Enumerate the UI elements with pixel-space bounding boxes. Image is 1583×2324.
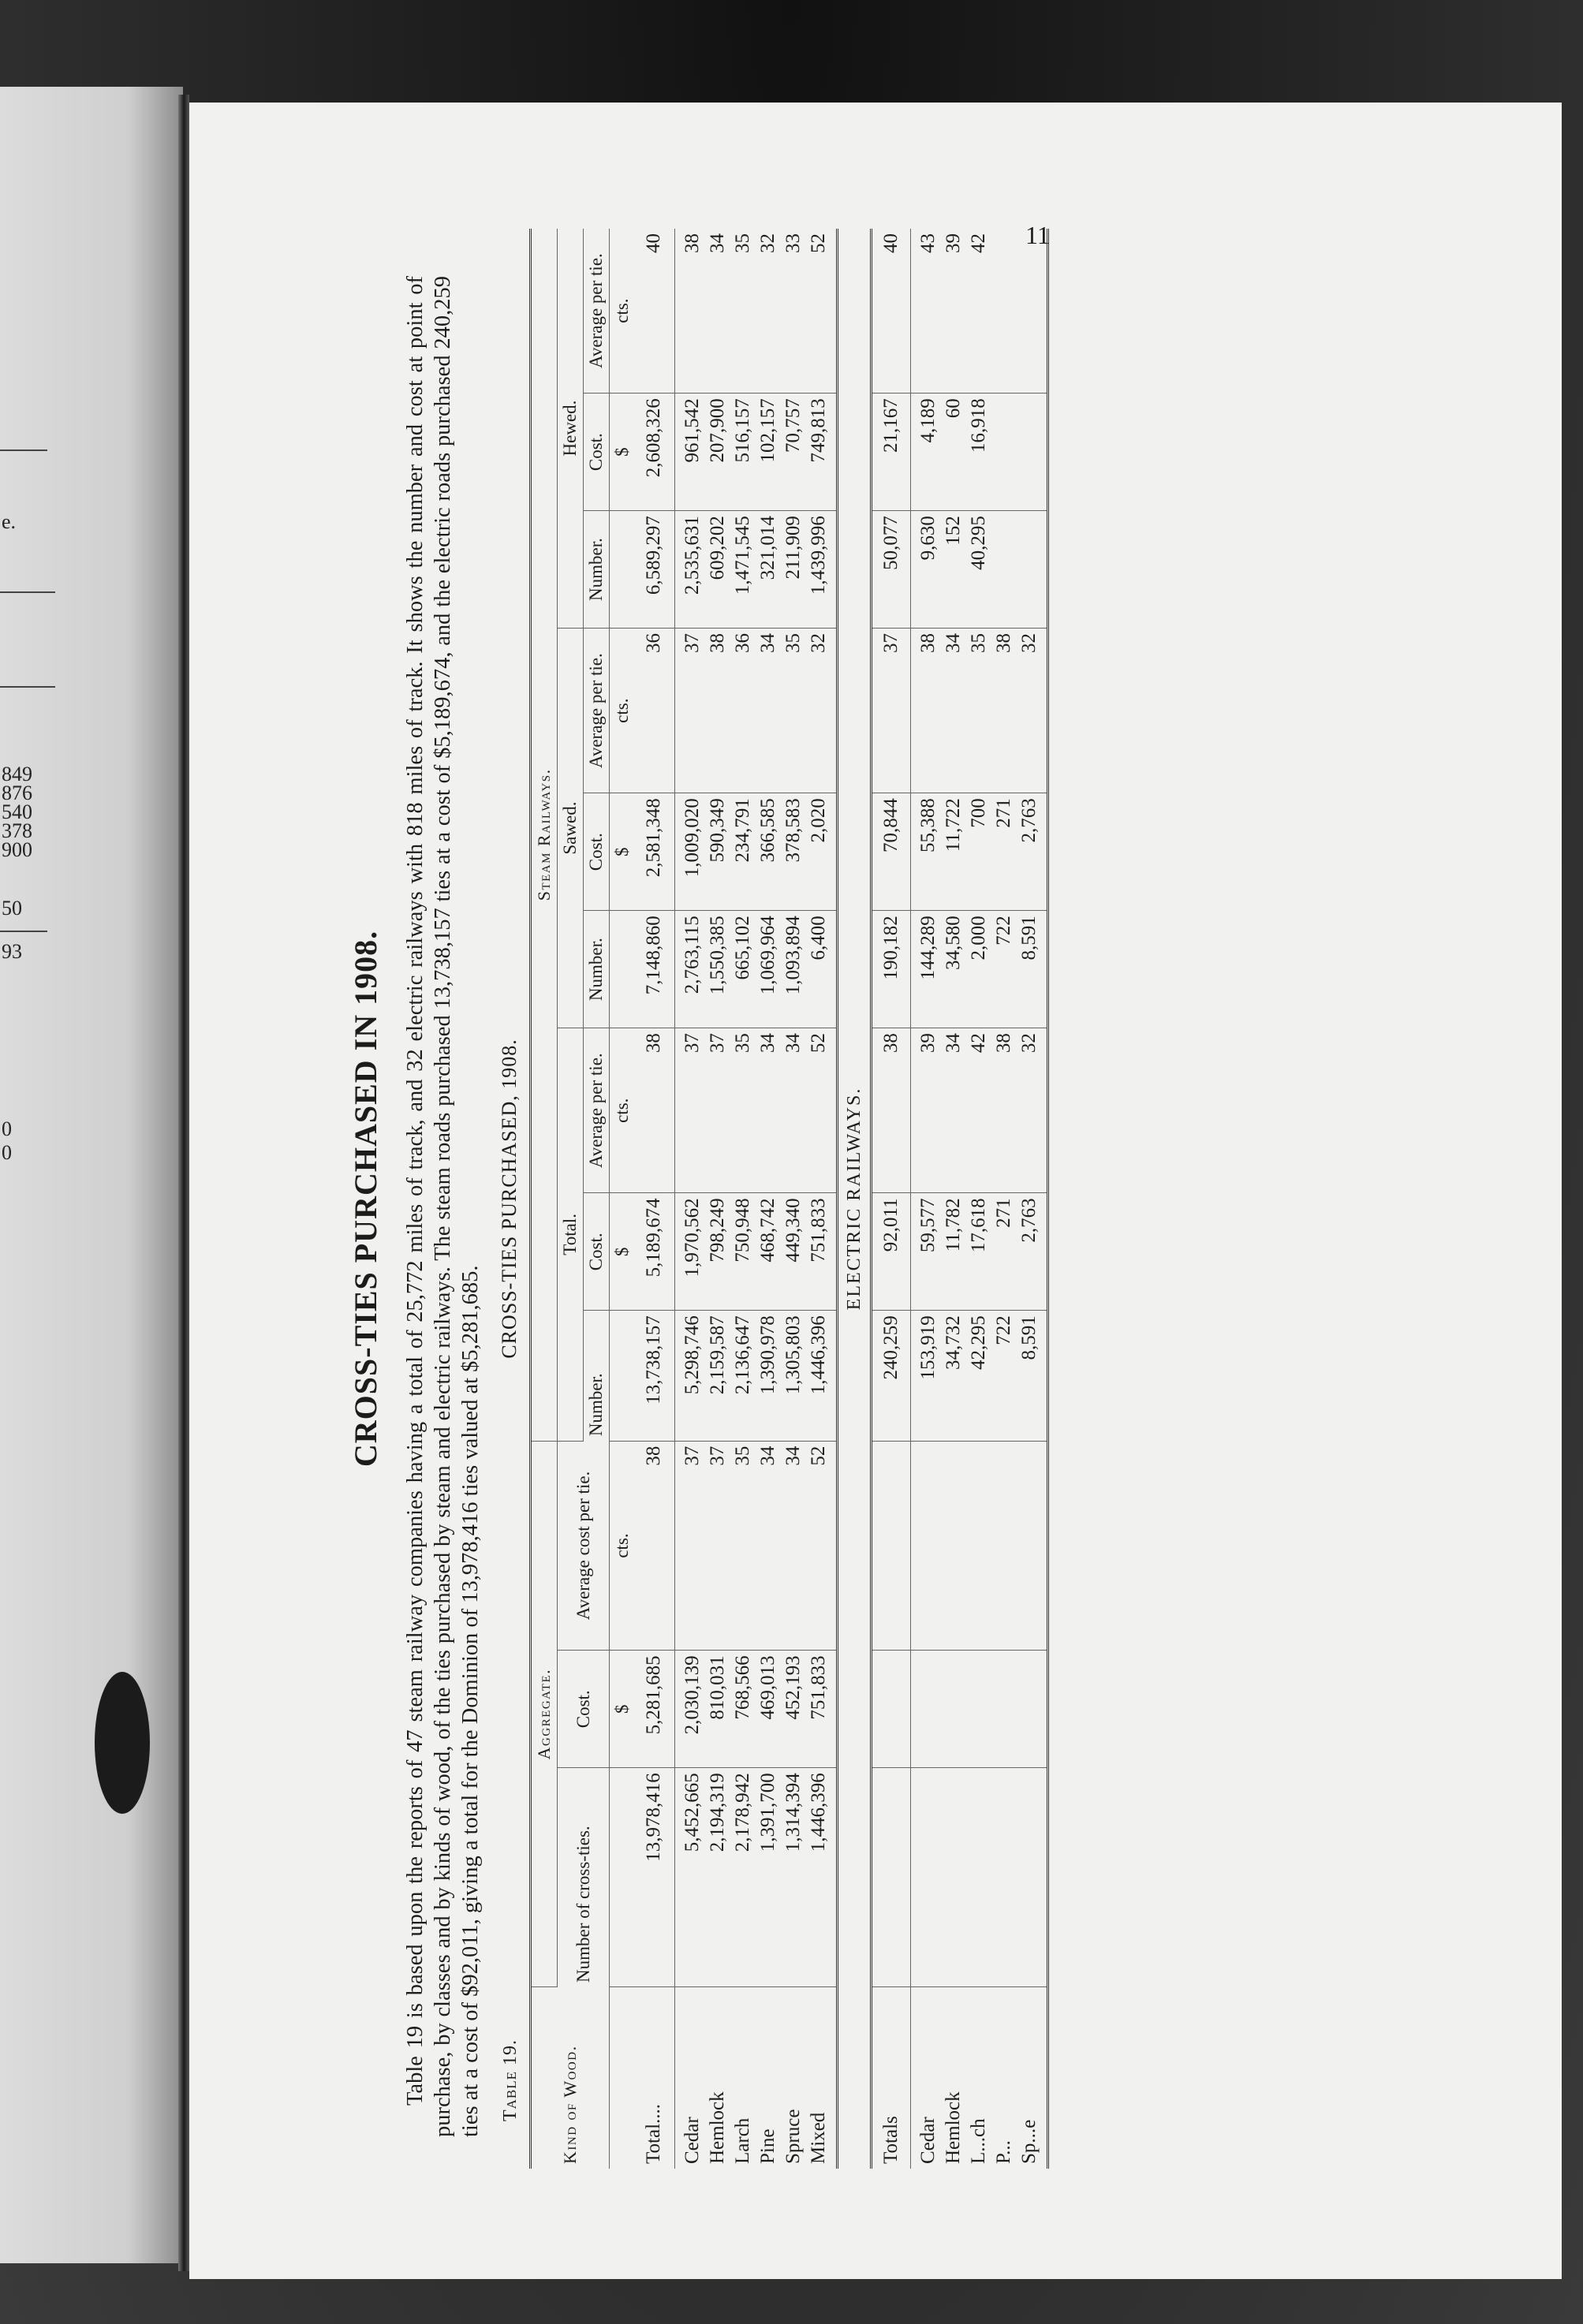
data-cell: 35 (730, 229, 756, 394)
empty-cell (991, 1441, 1017, 1651)
data-cell: 34 (756, 629, 781, 793)
data-cell: 1,390,978 (756, 1311, 781, 1441)
data-cell: 38 (705, 629, 730, 793)
data-cell: 33 (781, 229, 806, 394)
data-cell: 34,732 (941, 1311, 966, 1441)
data-cell: 50,077 (872, 511, 911, 629)
unit-cents: cts. (610, 1441, 636, 1651)
table-row-electric (966, 229, 991, 2169)
data-cell: 722 (991, 911, 1017, 1028)
row-label: Hemlock (943, 2091, 964, 2164)
data-cell: 452,193 (781, 1651, 806, 1768)
data-cell: 449,340 (781, 1193, 806, 1311)
units-row (610, 229, 636, 2169)
header-cost: Cost. (584, 793, 610, 911)
unit-cents: cts. (610, 229, 636, 394)
prev-page-fragment: 378 (2, 819, 32, 842)
data-cell: 37 (675, 1441, 706, 1651)
table-title: CROSS-TIES PURCHASED, 1908. (498, 1039, 521, 1359)
header-number: Number. (584, 511, 610, 629)
data-cell: 798,249 (705, 1193, 730, 1311)
data-cell: 34 (941, 629, 966, 793)
data-cell: 609,202 (705, 511, 730, 629)
empty-cell (941, 1441, 966, 1651)
data-cell: 2,608,326 (635, 394, 675, 511)
data-cell: 5,189,674 (635, 1193, 675, 1311)
data-cell (991, 394, 1017, 511)
header-average-per-tie: Average per tie. (584, 629, 610, 793)
prev-page-fragment: 93 (2, 940, 22, 963)
steam-rows-body (675, 229, 838, 2169)
data-cell: 37 (675, 1028, 706, 1193)
header-aggregate: Aggregate. (531, 1441, 558, 1987)
data-cell: 700 (966, 793, 991, 911)
data-cell: 2,763 (1017, 1193, 1048, 1311)
data-cell: 102,157 (756, 394, 781, 511)
data-cell: 42 (966, 1028, 991, 1193)
data-cell: 190,182 (872, 911, 911, 1028)
header-number-of-cross-ties: Number of cross-ties. (558, 1768, 610, 1987)
empty-cell (1017, 1651, 1048, 1768)
data-cell: 38 (635, 1028, 675, 1193)
data-cell: 34 (756, 1441, 781, 1651)
data-cell: 34 (705, 229, 730, 394)
row-label: Spruce (782, 2109, 804, 2164)
row-label: Totals (872, 1987, 911, 2169)
header-cost: Cost. (558, 1651, 610, 1768)
data-cell: 1,314,394 (781, 1768, 806, 1987)
data-cell: 1,550,385 (705, 911, 730, 1028)
data-cell: 34 (781, 1028, 806, 1193)
data-cell: 40,295 (966, 511, 991, 629)
data-cell: 768,566 (730, 1651, 756, 1768)
empty-cell (966, 1768, 991, 1987)
data-cell: 2,581,348 (635, 793, 675, 911)
data-cell: 1,391,700 (756, 1768, 781, 1987)
data-cell: 37 (872, 629, 911, 793)
data-cell: 665,102 (730, 911, 756, 1028)
table-row-electric (941, 229, 966, 2169)
unit-dollar: $ (610, 793, 636, 911)
steam-total-body (635, 229, 675, 2169)
empty-cell (991, 1651, 1017, 1768)
data-cell: 1,305,803 (781, 1311, 806, 1441)
data-cell: 1,009,020 (675, 793, 706, 911)
row-label: Cedar (917, 2117, 939, 2164)
table-row-electric-total (872, 229, 911, 2169)
data-cell: 5,298,746 (675, 1311, 706, 1441)
data-cell: 750,948 (730, 1193, 756, 1311)
data-cell: 234,791 (730, 793, 756, 911)
data-cell: 92,011 (872, 1193, 911, 1311)
data-cell: 13,978,416 (635, 1768, 675, 1987)
table-row-total (635, 229, 675, 2169)
header-number: Number. (584, 1311, 610, 1441)
row-label: Cedar (681, 2117, 703, 2164)
data-cell: 32 (1017, 1028, 1048, 1193)
data-cell: 5,452,665 (675, 1768, 706, 1987)
prev-page-rule (0, 931, 47, 932)
prev-page-fragment: 0 (2, 1117, 12, 1140)
data-cell: 60 (941, 394, 966, 511)
table-row (806, 229, 838, 2169)
empty-cell (941, 1651, 966, 1768)
electric-railways-title: ELECTRIC RAILWAYS. (838, 229, 872, 2169)
header-cost: Cost. (584, 394, 610, 511)
data-cell: 1,446,396 (806, 1768, 838, 1987)
data-cell: 55,388 (911, 793, 942, 911)
data-cell: 70,757 (781, 394, 806, 511)
data-cell: 152 (941, 511, 966, 629)
table-row (781, 229, 806, 2169)
header-total: Total. (558, 1028, 584, 1442)
prev-page-rule (0, 686, 55, 688)
data-cell: 35 (730, 1441, 756, 1651)
document-page (189, 103, 1562, 2279)
data-cell: 11,722 (941, 793, 966, 911)
row-label: Pine (757, 2128, 778, 2164)
empty-cell (872, 1441, 911, 1651)
data-cell: 7,148,860 (635, 911, 675, 1028)
data-cell: 2,030,139 (675, 1651, 706, 1768)
data-cell: 2,136,647 (730, 1311, 756, 1441)
previous-page-edge (0, 87, 183, 2263)
header-steam-railways: Steam Railways. (531, 229, 558, 1441)
data-cell: 2,763,115 (675, 911, 706, 1028)
data-cell: 21,167 (872, 394, 911, 511)
data-cell: 35 (966, 629, 991, 793)
empty-cell (941, 1768, 966, 1987)
data-cell: 378,583 (781, 793, 806, 911)
data-cell: 32 (756, 229, 781, 394)
prev-page-rule (0, 450, 47, 451)
table-row-electric (911, 229, 942, 2169)
header-average-per-tie: Average per tie. (584, 1028, 610, 1193)
data-cell: 52 (806, 1441, 838, 1651)
data-cell: 321,014 (756, 511, 781, 629)
data-cell: 2,194,319 (705, 1768, 730, 1987)
data-cell: 42 (966, 229, 991, 394)
data-cell: 38 (991, 629, 1017, 793)
data-cell: 2,178,942 (730, 1768, 756, 1987)
empty-cell (911, 1768, 942, 1987)
row-label: L...ch (968, 2118, 989, 2164)
data-cell: 32 (806, 629, 838, 793)
data-cell: 34 (781, 1441, 806, 1651)
data-cell: 6,589,297 (635, 511, 675, 629)
data-cell (991, 229, 1017, 394)
data-cell: 11,782 (941, 1193, 966, 1311)
data-cell: 35 (781, 629, 806, 793)
intro-text: Table 19 is based upon the reports of 47 steam railway companies having a total of 25,772 miles of track, and 32 electric railways with 818 miles of track. It shows the number and cost at point of purchase, by classes and by kinds of wood, of the ties purchased by steam and electric railways. The steam roads purchased 13,738,157 ties at a cost of $5,189,674, and the electric roads purchased 240,259 ties at a cost of $92,011, giving a total for the Dominion of 13,978,416 ties valued at $5,281,685. (403, 276, 483, 2137)
electric-total-body (872, 229, 911, 2169)
table-label: Table 19. (500, 2039, 521, 2121)
data-cell: 207,900 (705, 394, 730, 511)
row-label: Larch (732, 2117, 753, 2164)
row-label: Total.... (635, 1987, 675, 2169)
table-row (730, 229, 756, 2169)
cross-ties-table (529, 229, 1049, 2169)
electric-header-body (838, 229, 872, 2169)
intro-paragraph (401, 276, 484, 2137)
data-cell: 9,630 (911, 511, 942, 629)
data-cell: 1,471,545 (730, 511, 756, 629)
data-cell: 36 (635, 629, 675, 793)
data-cell: 751,833 (806, 1193, 838, 1311)
prev-page-fragment: 50 (2, 897, 22, 920)
prev-page-fragment: e. (2, 510, 17, 533)
table-row-electric (991, 229, 1017, 2169)
unit-dollar: $ (610, 1651, 636, 1768)
data-cell: 38 (872, 1028, 911, 1193)
ink-blot (95, 1672, 150, 1814)
data-cell: 722 (991, 1311, 1017, 1441)
data-cell: 240,259 (872, 1311, 911, 1441)
data-cell: 42,295 (966, 1311, 991, 1441)
data-cell: 469,013 (756, 1651, 781, 1768)
data-cell: 468,742 (756, 1193, 781, 1311)
data-cell: 36 (730, 629, 756, 793)
data-cell: 153,919 (911, 1311, 942, 1441)
book-spine (178, 95, 189, 2271)
empty-cell (872, 1768, 911, 1987)
data-cell: 2,763 (1017, 793, 1048, 911)
header-kind-of-wood: Kind of Wood. (531, 1987, 610, 2169)
data-cell: 13,738,157 (635, 1311, 675, 1441)
data-cell (1017, 229, 1048, 394)
unit-dollar: $ (610, 1193, 636, 1311)
prev-page-fragment: 849 (2, 763, 32, 785)
data-cell: 40 (872, 229, 911, 394)
data-cell: 59,577 (911, 1193, 942, 1311)
header-sawed: Sawed. (558, 629, 584, 1028)
page-title: CROSS-TIES PURCHASED IN 1908. (348, 930, 383, 1468)
data-cell (991, 511, 1017, 629)
table-row-electric (1017, 229, 1048, 2169)
data-cell: 38 (991, 1028, 1017, 1193)
data-cell: 271 (991, 1193, 1017, 1311)
data-cell: 37 (705, 1028, 730, 1193)
prev-page-fragment: 540 (2, 800, 32, 823)
electric-rows-body (911, 229, 1048, 2169)
data-cell: 5,281,685 (635, 1651, 675, 1768)
data-cell: 37 (675, 629, 706, 793)
data-cell: 52 (806, 229, 838, 394)
prev-page-fragment: 0 (2, 1141, 12, 1164)
data-cell: 961,542 (675, 394, 706, 511)
row-label: Hemlock (707, 2091, 728, 2164)
data-cell: 70,844 (872, 793, 911, 911)
empty-cell (966, 1441, 991, 1651)
empty-cell (911, 1651, 942, 1768)
prev-page-fragment: 900 (2, 838, 32, 861)
data-cell: 38 (635, 1441, 675, 1651)
data-cell: 2,000 (966, 911, 991, 1028)
data-cell: 35 (730, 1028, 756, 1193)
data-cell: 749,813 (806, 394, 838, 511)
page-number: 11 (1025, 221, 1050, 249)
empty-cell (1017, 1768, 1048, 1987)
data-cell: 16,918 (966, 394, 991, 511)
prev-page-rule (0, 591, 55, 593)
data-cell: 8,591 (1017, 1311, 1048, 1441)
data-cell: 34,580 (941, 911, 966, 1028)
prev-page-fragment: 876 (2, 782, 32, 804)
data-cell: 40 (635, 229, 675, 394)
data-cell: 2,020 (806, 793, 838, 911)
data-cell: 366,585 (756, 793, 781, 911)
empty-cell (991, 1768, 1017, 1987)
data-cell: 32 (1017, 629, 1048, 793)
data-cell: 810,031 (705, 1651, 730, 1768)
data-cell: 590,349 (705, 793, 730, 911)
row-label: Mixed (808, 2112, 829, 2164)
table-row (675, 229, 706, 2169)
data-cell: 2,535,631 (675, 511, 706, 629)
data-cell: 6,400 (806, 911, 838, 1028)
data-cell: 1,069,964 (756, 911, 781, 1028)
empty-cell (872, 1651, 911, 1768)
data-cell: 144,289 (911, 911, 942, 1028)
data-cell: 39 (941, 229, 966, 394)
empty-cell (911, 1441, 942, 1651)
data-cell: 751,833 (806, 1651, 838, 1768)
data-cell: 1,093,894 (781, 911, 806, 1028)
empty-cell (1017, 1441, 1048, 1651)
data-cell: 8,591 (1017, 911, 1048, 1028)
data-cell: 516,157 (730, 394, 756, 511)
unit-dollar: $ (610, 394, 636, 511)
data-cell (1017, 394, 1048, 511)
rotated-content (347, 229, 1530, 2169)
data-cell: 37 (705, 1441, 730, 1651)
header-average-per-tie: Average per tie. (584, 229, 610, 394)
header-number: Number. (584, 911, 610, 1028)
row-label: Sp...e (1018, 2119, 1040, 2164)
table-row (705, 229, 730, 2169)
data-cell: 43 (911, 229, 942, 394)
data-cell: 17,618 (966, 1193, 991, 1311)
data-cell: 52 (806, 1028, 838, 1193)
data-cell: 211,909 (781, 511, 806, 629)
data-cell: 34 (756, 1028, 781, 1193)
unit-cents: cts. (610, 1028, 636, 1193)
table-row (756, 229, 781, 2169)
data-cell (1017, 511, 1048, 629)
data-cell: 39 (911, 1028, 942, 1193)
data-cell: 38 (911, 629, 942, 793)
row-label: P... (993, 2140, 1014, 2164)
empty-cell (966, 1651, 991, 1768)
data-cell: 1,970,562 (675, 1193, 706, 1311)
header-average-cost-per-tie: Average cost per tie. (558, 1441, 610, 1651)
data-cell: 271 (991, 793, 1017, 911)
header-cost: Cost. (584, 1193, 610, 1311)
unit-cents: cts. (610, 629, 636, 793)
data-cell: 38 (675, 229, 706, 394)
header-hewed: Hewed. (558, 229, 584, 629)
data-cell: 34 (941, 1028, 966, 1193)
data-cell: 1,446,396 (806, 1311, 838, 1441)
data-cell: 4,189 (911, 394, 942, 511)
data-cell: 1,439,996 (806, 511, 838, 629)
data-cell: 2,159,587 (705, 1311, 730, 1441)
